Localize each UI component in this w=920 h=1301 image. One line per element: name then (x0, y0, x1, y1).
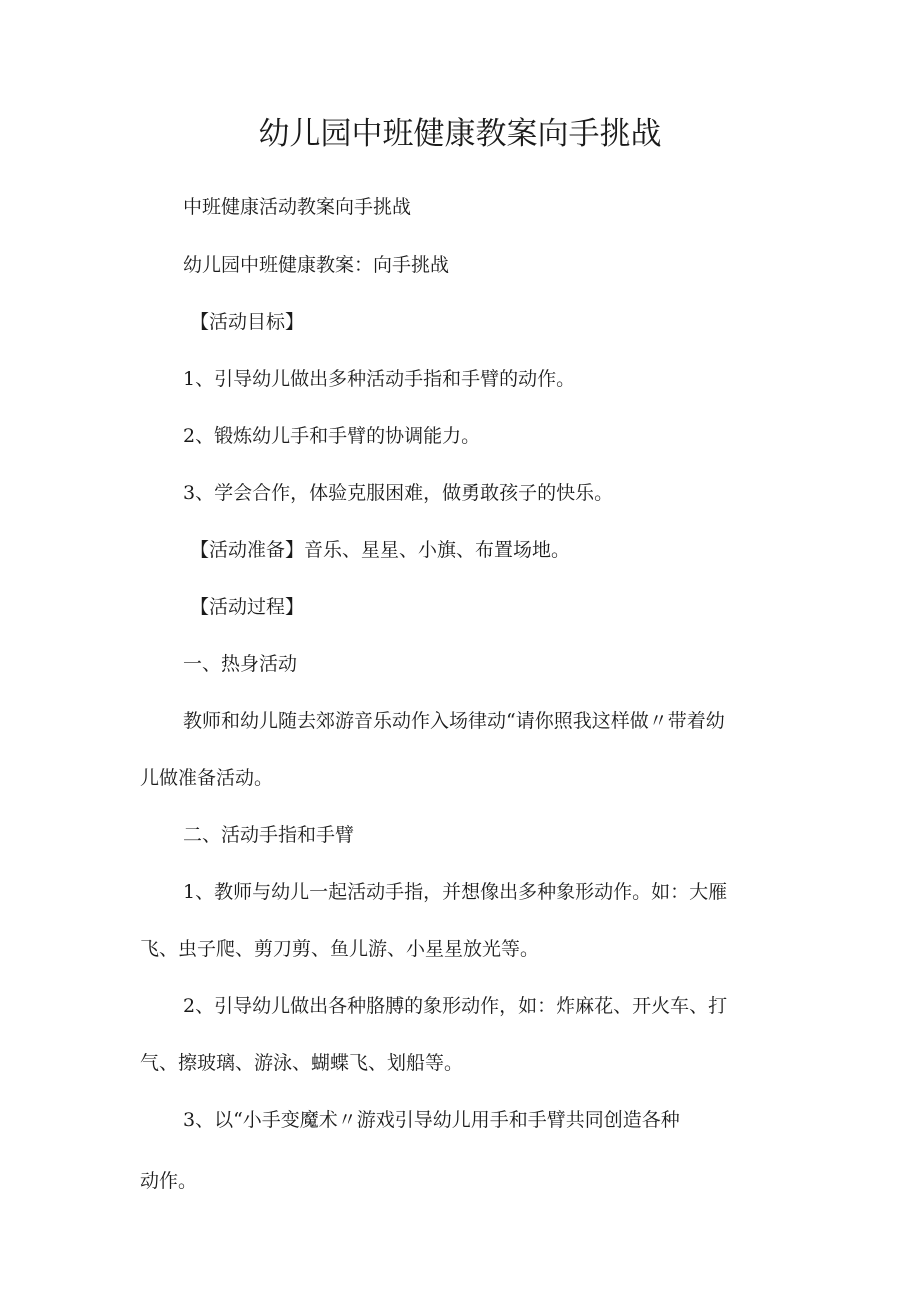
process-step-2-heading: 二、活动手指和手臂 (183, 824, 355, 846)
goal-item-3: 3、学会合作，体验克服困难，做勇敢孩子的快乐。 (183, 482, 614, 504)
goal-item-1: 1、引导幼儿做出多种活动手指和手臂的动作。 (183, 368, 576, 390)
section-preparation: 【活动准备】音乐、星星、小旗、布置场地。 (190, 539, 571, 561)
process-step-1-text: 教师和幼儿随去郊游音乐动作入场律动“请你照我这样做〃带着幼 (183, 710, 725, 732)
document-title: 幼儿园中班健康教案向手挑战 (258, 116, 662, 152)
paragraph-heading: 幼儿园中班健康教案：向手挑战 (183, 254, 450, 276)
process-step-1-heading: 一、热身活动 (183, 653, 298, 675)
section-heading-process: 【活动过程】 (190, 596, 305, 618)
process-step-2-item-2-cont: 气、擦玻璃、游泳、蝴蝶飞、划船等。 (140, 1052, 464, 1074)
process-step-2-item-1: 1、教师与幼儿一起活动手指，并想像出多种象形动作。如：大雁 (183, 881, 728, 903)
process-step-2-item-3-cont: 动作。 (140, 1170, 198, 1192)
section-heading-goals: 【活动目标】 (190, 311, 305, 333)
process-step-2-item-2: 2、引导幼儿做出各种胳膊的象形动作，如：炸麻花、开火车、打 (183, 995, 728, 1017)
process-step-1-text-cont: 儿做准备活动。 (140, 767, 274, 789)
paragraph-subtitle: 中班健康活动教案向手挑战 (183, 196, 412, 218)
process-step-2-item-1-cont: 飞、虫子爬、剪刀剪、鱼儿游、小星星放光等。 (140, 938, 540, 960)
goal-item-2: 2、锻炼幼儿手和手臂的协调能力。 (183, 425, 481, 447)
process-step-2-item-3: 3、以“小手变魔术〃游戏引导幼儿用手和手臂共同创造各种 (183, 1109, 680, 1131)
